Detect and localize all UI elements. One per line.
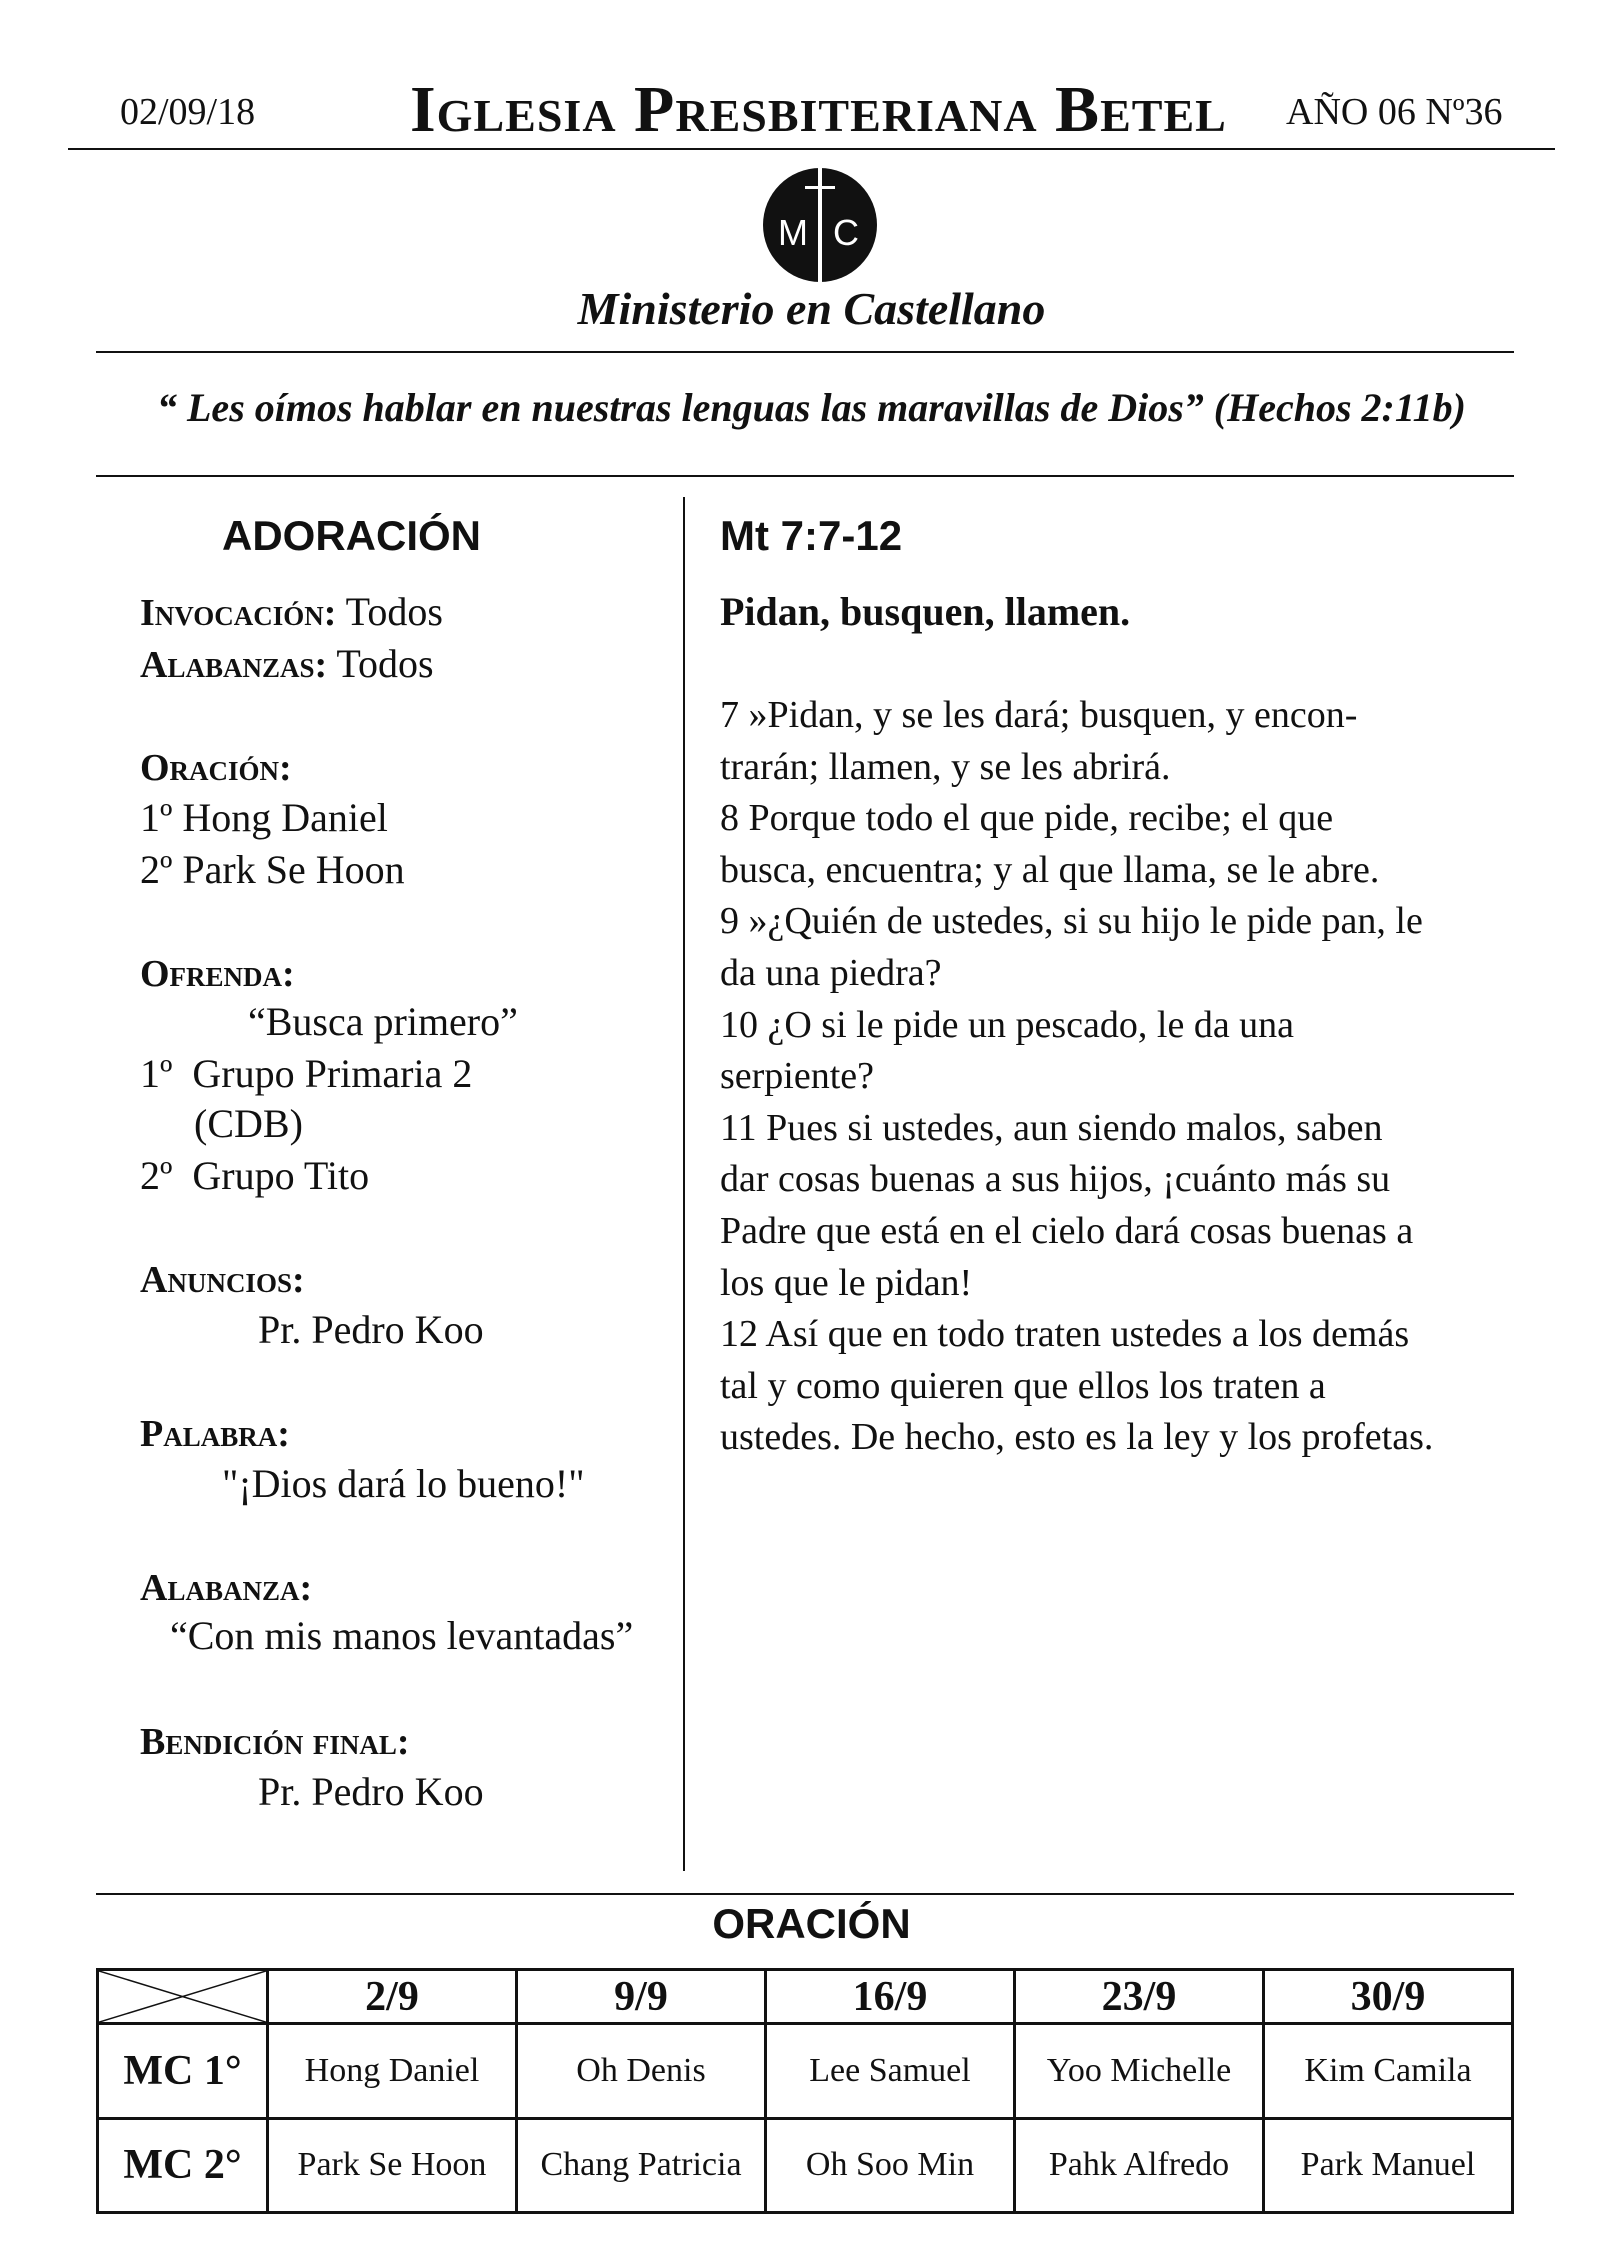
scripture-line: 8 Porque todo el que pide, recibe; el que bbox=[720, 797, 1334, 840]
scripture-line: 11 Pues si ustedes, aun siendo malos, saben bbox=[720, 1106, 1383, 1149]
row-label: MC 1° bbox=[98, 2024, 268, 2118]
header-rule bbox=[68, 148, 1555, 150]
scripture-line: serpiente? bbox=[720, 1055, 875, 1098]
schedule-header-row bbox=[98, 1970, 1513, 2024]
column-divider bbox=[683, 497, 685, 1871]
logo-letter-c: C bbox=[833, 212, 859, 253]
oracion-first: 1º Hong Daniel bbox=[140, 795, 388, 840]
anuncios-label: Anuncios: bbox=[140, 1259, 305, 1301]
bendicion-value: Pr. Pedro Koo bbox=[258, 1769, 484, 1814]
scripture-reference: Mt 7:7-12 bbox=[720, 512, 903, 559]
prayer-schedule-table bbox=[96, 1968, 1514, 2214]
scripture-line: dar cosas buenas a sus hijos, ¡cuánto más su bbox=[720, 1158, 1391, 1201]
date-header: 23/9 bbox=[1015, 1970, 1264, 2024]
invocacion-line bbox=[140, 588, 443, 635]
scripture-line: los que le pidan! bbox=[720, 1261, 973, 1304]
logo-letter-m: M bbox=[778, 212, 808, 253]
table-row bbox=[98, 2118, 1513, 2212]
oracion-label: Oración: bbox=[140, 747, 292, 789]
table-cell: Pahk Alfredo bbox=[1015, 2118, 1264, 2212]
prayer-schedule-heading: ORACIÓN bbox=[712, 1900, 911, 1947]
church-name: Iglesia Presbiteriana Betel bbox=[410, 73, 1227, 146]
scripture-line: 12 Así que en todo traten ustedes a los demás bbox=[720, 1313, 1410, 1356]
verse-rule bbox=[96, 475, 1514, 477]
ministry-rule bbox=[96, 351, 1514, 353]
scripture-text bbox=[720, 690, 1510, 1464]
ofrenda-first: 1º Grupo Primaria 2 bbox=[140, 1051, 473, 1096]
table-cell: Chang Patricia bbox=[517, 2118, 766, 2212]
ministry-name: Ministerio en Castellano bbox=[577, 283, 1046, 334]
table-cell: Lee Samuel bbox=[766, 2024, 1015, 2118]
palabra-label: Palabra: bbox=[140, 1413, 290, 1455]
issue-number: AÑO 06 Nº36 bbox=[1286, 91, 1503, 133]
table-cell: Yoo Michelle bbox=[1015, 2024, 1264, 2118]
table-cell: Kim Camila bbox=[1264, 2024, 1513, 2118]
table-cell: Oh Denis bbox=[517, 2024, 766, 2118]
mc-cross-logo bbox=[763, 168, 877, 282]
alabanzas-line bbox=[140, 640, 434, 687]
table-row bbox=[98, 2024, 1513, 2118]
bendicion-label: Bendición final: bbox=[140, 1721, 410, 1763]
alabanzas-label: Alabanzas: bbox=[140, 644, 328, 686]
scripture-line: 9 »¿Quién de ustedes, si su hijo le pide pan, le bbox=[720, 900, 1423, 943]
date-header: 16/9 bbox=[766, 1970, 1015, 2024]
table-cell: Park Manuel bbox=[1264, 2118, 1513, 2212]
row-label: MC 2° bbox=[98, 2118, 268, 2212]
anuncios-value: Pr. Pedro Koo bbox=[258, 1307, 484, 1352]
alabanza-value: “Con mis manos levantadas” bbox=[170, 1613, 634, 1658]
scripture-line: Padre que está en el cielo dará cosas buenas a bbox=[720, 1209, 1414, 1252]
table-cell: Hong Daniel bbox=[268, 2024, 517, 2118]
table-cell: Park Se Hoon bbox=[268, 2118, 517, 2212]
corner-cell bbox=[98, 1970, 268, 2024]
ofrenda-label: Ofrenda: bbox=[140, 953, 295, 995]
alabanza-label: Alabanza: bbox=[140, 1567, 313, 1609]
scripture-line: 7 »Pidan, y se les dará; busquen, y encon- bbox=[720, 694, 1358, 736]
date-header: 9/9 bbox=[517, 1970, 766, 2024]
scripture-line: tal y como quieren que ellos los traten a bbox=[720, 1364, 1326, 1407]
scripture-title: Pidan, busquen, llamen. bbox=[720, 589, 1131, 634]
ofrenda-song: “Busca primero” bbox=[248, 999, 518, 1044]
invocacion-value: Todos bbox=[336, 589, 443, 634]
oracion-second: 2º Park Se Hoon bbox=[140, 847, 405, 892]
scripture-line: 10 ¿O si le pide un pescado, le da una bbox=[720, 1003, 1295, 1046]
scripture-line: busca, encuentra; y al que llama, se le abre. bbox=[720, 848, 1380, 891]
bulletin-date: 02/09/18 bbox=[120, 91, 256, 133]
date-header: 2/9 bbox=[268, 1970, 517, 2024]
palabra-value: "¡Dios dará lo bueno!" bbox=[222, 1461, 585, 1506]
date-header: 30/9 bbox=[1264, 1970, 1513, 2024]
invocacion-label: Invocación: bbox=[140, 592, 337, 634]
ofrenda-first-note: (CDB) bbox=[194, 1101, 303, 1146]
scripture-line: ustedes. De hecho, esto es la ley y los profetas. bbox=[720, 1416, 1434, 1459]
scripture-line: trarán; llamen, y se les abrirá. bbox=[720, 745, 1171, 788]
diagonal-cross-icon bbox=[99, 1971, 266, 2022]
worship-heading: ADORACIÓN bbox=[222, 512, 481, 559]
alabanzas-value: Todos bbox=[327, 641, 434, 686]
scripture-line: da una piedra? bbox=[720, 951, 942, 994]
ofrenda-second: 2º Grupo Tito bbox=[140, 1153, 370, 1198]
theme-verse: “ Les oímos hablar en nuestras lenguas las maravillas de Dios” (Hechos 2:11b) bbox=[157, 385, 1466, 430]
schedule-rule bbox=[96, 1893, 1514, 1895]
table-cell: Oh Soo Min bbox=[766, 2118, 1015, 2212]
cross-horizontal-bar bbox=[805, 186, 835, 189]
